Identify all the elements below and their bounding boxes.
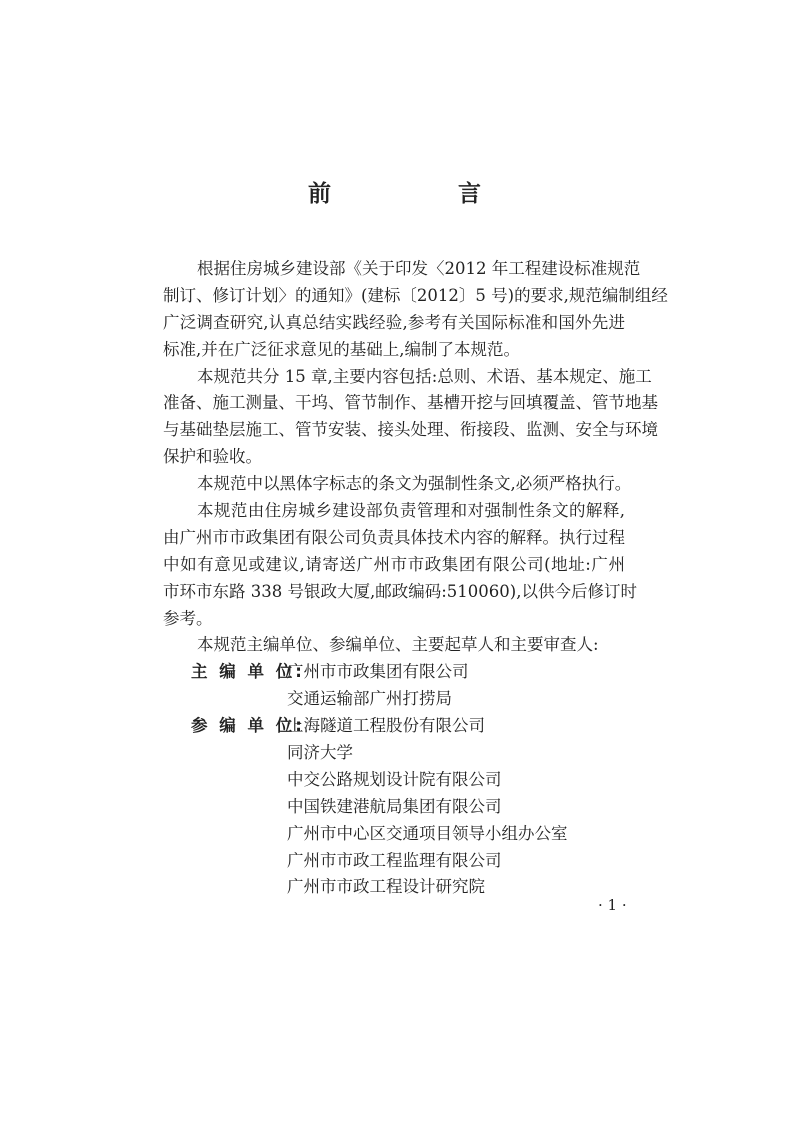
paragraph-line: 本规范由住房城乡建设部负责管理和对强制性条文的解释, [197,501,625,521]
unit-name: 广州市市政工程监理有限公司 [287,850,502,870]
page-title: 前 言 [308,181,533,207]
paragraph-line: 由广州市市政集团有限公司负责具体技术内容的解释。执行过程 [163,527,625,547]
paragraph-line: 广泛调查研究,认真总结实践经验,参考有关国际标准和国外先进 [163,312,625,332]
unit-row [163,821,625,848]
unit-label [163,767,287,794]
unit-name: 同济大学 [287,743,353,763]
unit-name: 上海隧道工程股份有限公司 [287,716,485,736]
unit-name: 广州市中心区交通项目领导小组办公室 [287,823,568,843]
paragraph-line: 准备、施工测量、干坞、管节制作、基槽开挖与回填覆盖、管节地基 [163,393,658,413]
paragraph-line: 市环市东路 338 号银政大厦,邮政编码:510060),以供今后修订时 [163,581,637,601]
unit-label [163,794,287,821]
unit-label [163,874,287,901]
paragraph-line: 中如有意见或建议,请寄送广州市市政集团有限公司(地址:广州 [163,554,625,574]
paragraph-line: 本规范共分 15 章,主要内容包括:总则、术语、基本规定、施工 [197,366,652,386]
unit-name: 交通运输部广州打捞局 [287,689,452,709]
unit-name: 中交公路规划设计院有限公司 [287,769,502,789]
paragraph-line: 根据住房城乡建设部《关于印发〈2012 年工程建设标准规范 [197,259,641,278]
unit-row [163,794,625,821]
unit-label [163,740,287,767]
paragraph-line: 本规范主编单位、参编单位、主要起草人和主要审查人: [197,635,599,655]
paragraph-line: 制订、修订计划〉的通知》(建标〔2012〕5 号)的要求,规范编制组经 [163,285,668,305]
unit-label [163,848,287,875]
paragraph-line: 本规范中以黑体字标志的条文为强制性条文,必须严格执行。 [197,474,632,494]
unit-label: 参 编 单 位: [191,716,305,736]
unit-name: 广州市市政集团有限公司 [287,662,469,682]
unit-row [163,874,625,901]
unit-row [163,713,625,740]
preface-body [163,256,668,901]
paragraph-line: 标准,并在广泛征求意见的基础上,编制了本规范。 [163,339,520,359]
unit-row [163,659,625,686]
paragraph-line: 保护和验收。 [163,447,262,467]
unit-name: 广州市市政工程设计研究院 [287,877,485,897]
unit-row [163,848,625,875]
unit-row [163,767,625,794]
page-number: · 1 · [598,896,627,914]
paragraph-line: 与基础垫层施工、管节安装、接头处理、衔接段、监测、安全与环境 [163,420,658,440]
unit-label: 主 编 单 位: [191,662,305,682]
unit-name: 中国铁建港航局集团有限公司 [287,796,502,816]
unit-row [163,740,625,767]
paragraph-line: 参考。 [163,608,213,628]
unit-label [163,686,287,713]
unit-row [163,686,625,713]
unit-label [163,821,287,848]
